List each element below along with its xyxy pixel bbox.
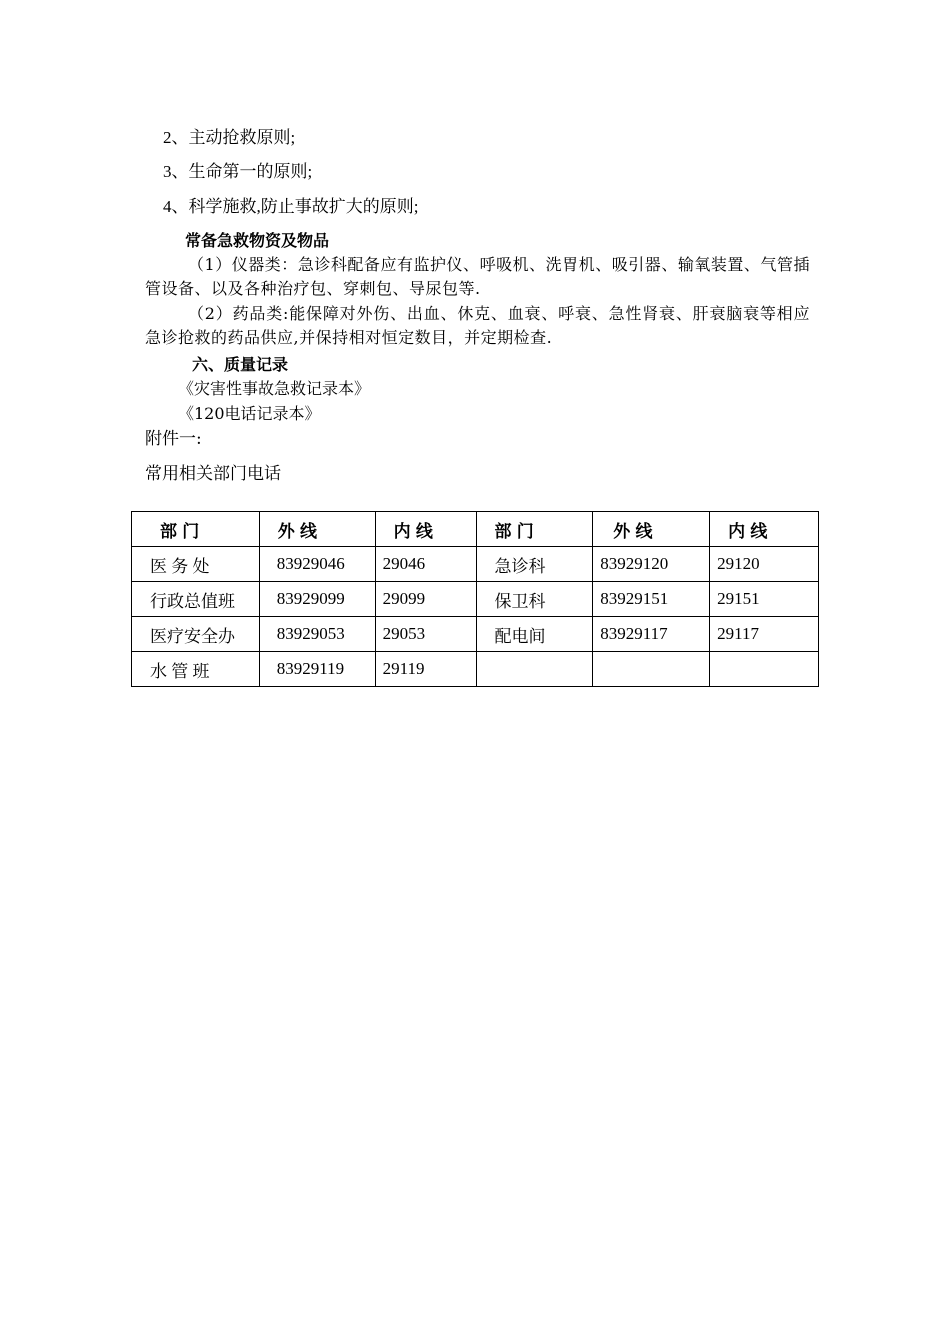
header-internal-line: 内 线 bbox=[710, 512, 819, 547]
department-cell: 急诊科 bbox=[476, 547, 593, 582]
internal-line-cell: 29099 bbox=[375, 582, 476, 617]
department-phone-table bbox=[131, 511, 819, 687]
internal-line-cell: 29046 bbox=[375, 547, 476, 582]
header-department: 部 门 bbox=[476, 512, 593, 547]
table-row bbox=[132, 652, 819, 687]
record-120-calls: 《120电话记录本》 bbox=[178, 404, 321, 423]
internal-line-cell: 29120 bbox=[710, 547, 819, 582]
internal-line-cell: 29053 bbox=[375, 617, 476, 652]
quality-heading: 六、质量记录 bbox=[192, 355, 289, 374]
department-cell: 水 管 班 bbox=[132, 652, 260, 687]
header-department: 部 门 bbox=[132, 512, 260, 547]
department-cell: 行政总值班 bbox=[132, 582, 260, 617]
header-internal-line: 内 线 bbox=[375, 512, 476, 547]
table-header-row bbox=[132, 512, 819, 547]
principle-2: 2、主动抢救原则; bbox=[163, 128, 296, 147]
table-row bbox=[132, 582, 819, 617]
table-row bbox=[132, 617, 819, 652]
header-external-line: 外 线 bbox=[259, 512, 375, 547]
external-line-cell: 83929117 bbox=[593, 617, 710, 652]
principle-3: 3、生命第一的原则; bbox=[163, 162, 313, 181]
external-line-cell: 83929046 bbox=[259, 547, 375, 582]
internal-line-cell: 29119 bbox=[375, 652, 476, 687]
external-line-cell: 83929119 bbox=[259, 652, 375, 687]
principle-4: 4、科学施救,防止事故扩大的原则; bbox=[163, 197, 419, 216]
department-cell: 医 务 处 bbox=[132, 547, 260, 582]
external-line-cell: 83929099 bbox=[259, 582, 375, 617]
department-cell: 保卫科 bbox=[476, 582, 593, 617]
medicines-paragraph: （2）药品类:能保障对外伤、出血、休克、血衰、呼衰、急性肾衰、肝衰脑衰等相应急诊抢救的药品供应,并保持相对恒定数目，并定期检查. bbox=[145, 304, 810, 347]
internal-line-cell bbox=[710, 652, 819, 687]
external-line-cell: 83929053 bbox=[259, 617, 375, 652]
internal-line-cell: 29117 bbox=[710, 617, 819, 652]
table-row bbox=[132, 547, 819, 582]
external-line-cell bbox=[593, 652, 710, 687]
header-external-line: 外 线 bbox=[593, 512, 710, 547]
attachment-label: 附件一: bbox=[145, 429, 202, 449]
attachment-title: 常用相关部门电话 bbox=[145, 464, 281, 484]
instruments-paragraph: （1）仪器类：急诊科配备应有监护仪、呼吸机、洗胃机、吸引器、输氧装置、气管插管设备、以及各种治疗包、穿刺包、导尿包等. bbox=[145, 255, 810, 298]
record-disaster: 《灾害性事故急救记录本》 bbox=[178, 379, 371, 398]
external-line-cell: 83929151 bbox=[593, 582, 710, 617]
supplies-heading: 常备急救物资及物品 bbox=[185, 231, 330, 250]
internal-line-cell: 29151 bbox=[710, 582, 819, 617]
department-cell: 医疗安全办 bbox=[132, 617, 260, 652]
department-cell: 配电间 bbox=[476, 617, 593, 652]
department-cell bbox=[476, 652, 593, 687]
external-line-cell: 83929120 bbox=[593, 547, 710, 582]
